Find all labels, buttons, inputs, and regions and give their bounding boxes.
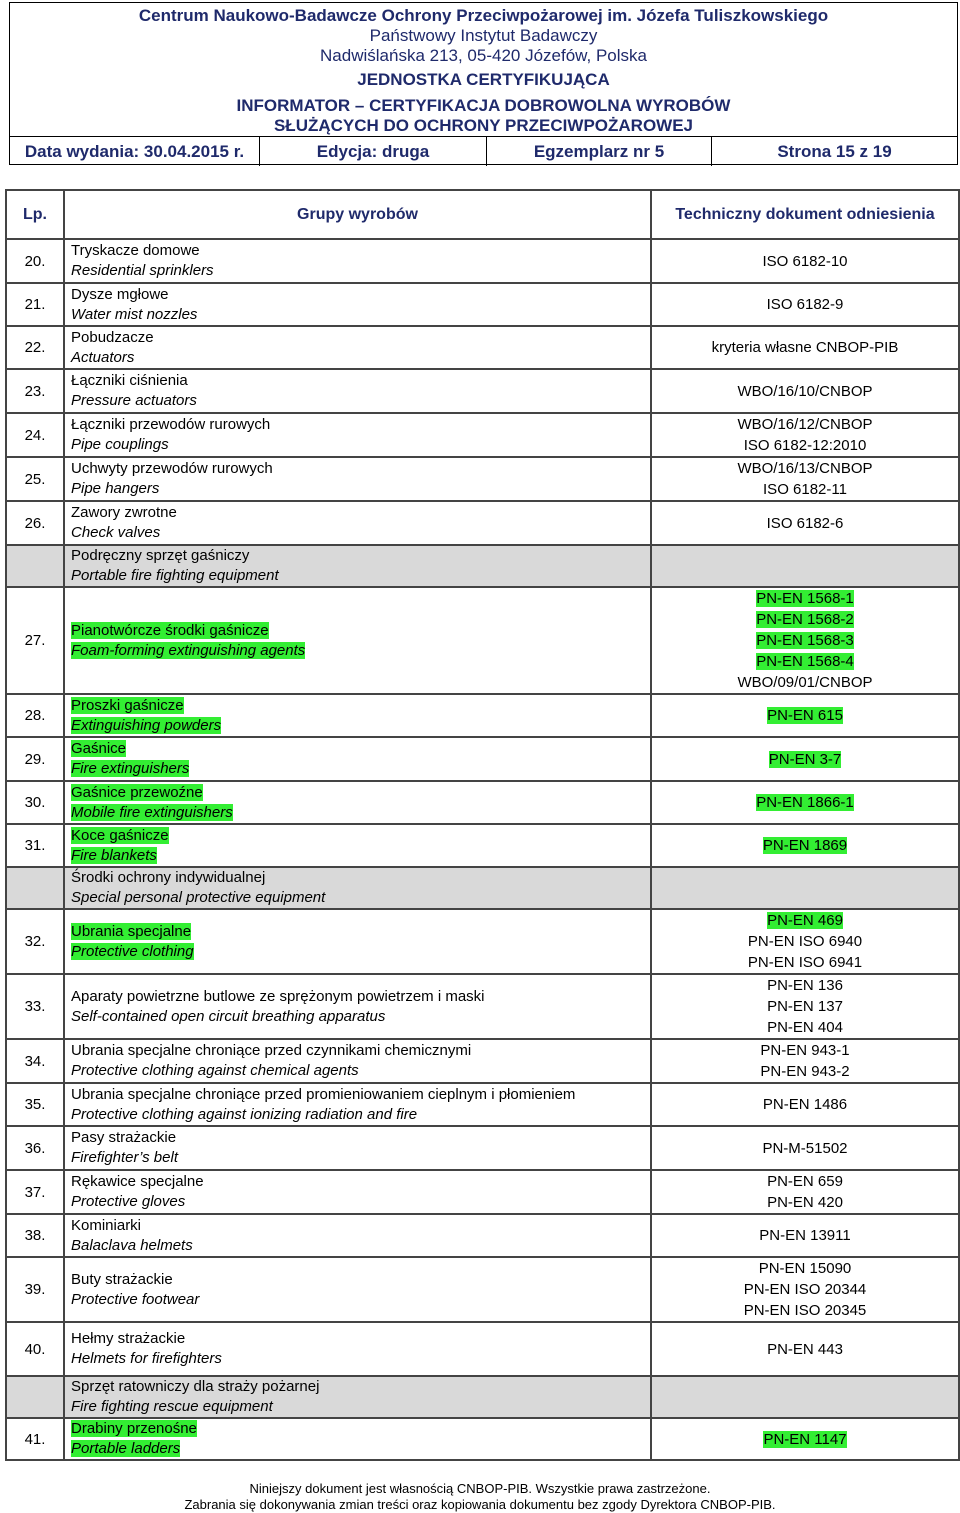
product-name-pl: Łączniki przewodów rurowych — [71, 416, 271, 433]
standard-cell — [651, 1039, 959, 1083]
header-address: Nadwiślańska 213, 05-420 Józefów, Polska — [320, 46, 647, 65]
col-header-standard: Techniczny dokument odniesienia — [651, 190, 959, 239]
product-name-en: Foam-forming extinguishing agents — [71, 641, 306, 659]
product-name-en: Firefighter’s belt — [71, 1149, 178, 1166]
product-group-cell — [64, 239, 651, 283]
table-row — [6, 909, 959, 974]
product-name-en: Protective clothing against ionizing radiation and fire — [71, 1105, 418, 1123]
footer-copyright: Zabrania się dokonywania zmian treści oraz kopiowania dokumentu bez zgody Dyrektora CNBOP-PIB. — [184, 1497, 776, 1512]
row-number: 20. — [6, 239, 64, 283]
standard-cell — [651, 781, 959, 824]
standard-cell — [651, 457, 959, 501]
standard-ref: PN-EN 1568-2 — [756, 611, 854, 628]
product-name-en: Protective clothing against chemical agents — [71, 1062, 359, 1079]
section-row — [6, 867, 959, 909]
section-standard-cell — [651, 1376, 959, 1418]
table-row — [6, 1257, 959, 1322]
footer-ownership: Niniejszy dokument jest własnością CNBOP-PIB. Wszystkie prawa zastrzeżone. — [249, 1481, 711, 1496]
product-name-en: Extinguishing powders — [71, 716, 222, 734]
standard-ref: ISO 6182-10 — [762, 252, 848, 270]
standard-ref: PN-EN 1568-3 — [756, 632, 854, 649]
table-row — [6, 1083, 959, 1126]
product-name-pl: Łączniki ciśnienia — [71, 372, 188, 389]
product-name-pl: Hełmy strażackie — [71, 1330, 186, 1347]
standard-ref: PN-EN 13911 — [759, 1227, 851, 1244]
standard-ref: WBO/16/12/CNBOP — [737, 416, 873, 433]
table-row — [6, 501, 959, 545]
product-group-cell — [64, 1322, 651, 1376]
product-group-cell — [64, 369, 651, 413]
standard-cell — [651, 283, 959, 326]
standard-cell — [651, 239, 959, 283]
product-name-pl: Tryskacze domowe — [71, 242, 200, 259]
standard-cell — [651, 501, 959, 545]
product-name-pl: Aparaty powietrzne butlowe ze sprężonym powietrzem i maski — [71, 987, 485, 1005]
header-institution: Centrum Naukowo-Badawcze Ochrony Przeciwpożarowej im. Józefa Tuliszkowskiego — [138, 6, 829, 25]
product-name-en: Check valves — [71, 524, 161, 541]
product-name-pl: Kominiarki — [71, 1216, 142, 1234]
standard-ref: PN-EN 943-2 — [760, 1063, 850, 1080]
product-name-pl: Ubrania specjalne — [71, 922, 192, 940]
standard-ref: PN-EN 443 — [767, 1340, 843, 1358]
product-group-cell — [64, 1083, 651, 1126]
standard-cell — [651, 824, 959, 867]
standard-cell — [651, 909, 959, 974]
standard-ref: PN-EN 1869 — [762, 837, 848, 854]
product-group-cell — [64, 1257, 651, 1322]
product-group-cell — [64, 1170, 651, 1214]
row-number: 32. — [6, 909, 64, 974]
standard-ref: PN-EN ISO 6940 — [747, 933, 863, 950]
header-institute-type: Państwowy Instytut Badawczy — [369, 26, 598, 45]
row-number: 22. — [6, 326, 64, 369]
product-name-pl: Ubrania specjalne chroniące przed promieniowaniem cieplnym i płomieniem — [71, 1085, 576, 1103]
edition: Edycja: druga — [260, 137, 487, 166]
standard-ref: PN-EN 3-7 — [768, 750, 842, 768]
standard-ref: kryteria własne CNBOP-PIB — [711, 339, 899, 356]
standard-cell — [651, 974, 959, 1039]
product-name-pl: Pianotwórcze środki gaśnicze — [71, 621, 269, 639]
row-number: 31. — [6, 824, 64, 867]
row-number: 30. — [6, 781, 64, 824]
table-row — [6, 587, 959, 694]
product-group-cell — [64, 1039, 651, 1083]
product-name-pl: Gaśnice — [71, 740, 127, 757]
section-standard-cell — [651, 867, 959, 909]
product-group-cell — [64, 326, 651, 369]
product-name-en: Water mist nozzles — [71, 305, 198, 323]
row-number: 21. — [6, 283, 64, 326]
product-name-pl: Koce gaśnicze — [71, 826, 169, 844]
section-title-en: Fire fighting rescue equipment — [71, 1398, 273, 1415]
product-name-en: Actuators — [71, 348, 135, 366]
product-group-cell — [64, 974, 651, 1039]
row-number: 33. — [6, 974, 64, 1039]
col-header-lp: Lp. — [6, 190, 64, 239]
table-row — [6, 824, 959, 867]
standard-ref: PN-EN ISO 20344 — [743, 1281, 867, 1298]
product-name-en: Fire extinguishers — [71, 760, 190, 777]
col-header-groups: Grupy wyrobów — [64, 190, 651, 239]
product-name-en: Mobile fire extinguishers — [71, 803, 233, 821]
standard-cell — [651, 1083, 959, 1126]
section-title-cell — [64, 1376, 651, 1418]
section-standard-cell — [651, 545, 959, 587]
row-number: 27. — [6, 587, 64, 694]
product-group-cell — [64, 1126, 651, 1170]
row-number: 40. — [6, 1322, 64, 1376]
product-group-cell — [64, 501, 651, 545]
section-row — [6, 545, 959, 587]
section-title-pl: Sprzęt ratowniczy dla straży pożarnej — [71, 1378, 320, 1395]
document-header — [9, 2, 958, 165]
standard-ref: WBO/16/13/CNBOP — [737, 460, 873, 477]
standard-cell — [651, 587, 959, 694]
standard-ref: PN-EN 404 — [767, 1019, 843, 1036]
product-name-en: Protective footwear — [71, 1290, 200, 1308]
standard-ref: WBO/16/10/CNBOP — [737, 382, 873, 400]
product-group-cell — [64, 457, 651, 501]
product-name-en: Pressure actuators — [71, 392, 197, 409]
standard-ref: PN-EN ISO 20345 — [743, 1302, 867, 1319]
section-title-pl: Podręczny sprzęt gaśniczy — [71, 547, 250, 564]
table-row — [6, 413, 959, 457]
row-number: 34. — [6, 1039, 64, 1083]
standard-ref: PN-EN 659 — [767, 1173, 843, 1190]
table-row — [6, 1170, 959, 1214]
standard-cell — [651, 1214, 959, 1257]
product-name-en: Self-contained open circuit breathing apparatus — [71, 1007, 386, 1025]
product-name-en: Balaclava helmets — [71, 1236, 193, 1254]
section-title-pl: Środki ochrony indywidualnej — [71, 869, 266, 886]
product-group-cell — [64, 824, 651, 867]
table-body — [6, 239, 959, 1460]
row-number: 36. — [6, 1126, 64, 1170]
product-name-en: Protective gloves — [71, 1193, 186, 1210]
product-name-en: Residential sprinklers — [71, 262, 214, 279]
standard-ref: WBO/09/01/CNBOP — [737, 674, 873, 691]
standard-cell — [651, 737, 959, 781]
table-row — [6, 369, 959, 413]
page-number: Strona 15 z 19 — [777, 141, 892, 161]
standard-ref: PN-EN 469 — [767, 912, 843, 929]
standard-cell — [651, 1418, 959, 1460]
product-name-pl: Dysze mgłowe — [71, 285, 169, 303]
row-number: 25. — [6, 457, 64, 501]
standard-ref: PN-EN 1568-1 — [756, 590, 854, 607]
product-name-en: Pipe hangers — [71, 480, 160, 497]
row-number: 41. — [6, 1418, 64, 1460]
standard-cell — [651, 694, 959, 737]
row-number: 24. — [6, 413, 64, 457]
standard-ref: PN-M-51502 — [762, 1139, 848, 1157]
product-name-pl: Pobudzacze — [71, 328, 154, 346]
section-title-cell — [64, 867, 651, 909]
product-group-cell — [64, 413, 651, 457]
products-table — [5, 189, 960, 1461]
row-number: 37. — [6, 1170, 64, 1214]
product-group-cell — [64, 1214, 651, 1257]
product-name-pl: Rękawice specjalne — [71, 1173, 204, 1190]
table-row — [6, 239, 959, 283]
standard-ref: PN-EN 1147 — [763, 1430, 847, 1448]
product-name-en: Protective clothing — [71, 942, 194, 960]
standard-ref: PN-EN 136 — [767, 977, 843, 994]
table-row — [6, 1039, 959, 1083]
product-name-pl: Ubrania specjalne chroniące przed czynnikami chemicznymi — [71, 1042, 472, 1059]
product-name-pl: Zawory zwrotne — [71, 504, 177, 521]
standard-ref: PN-EN 1486 — [762, 1096, 848, 1113]
standard-cell — [651, 1126, 959, 1170]
table-row — [6, 457, 959, 501]
standard-ref: PN-EN 15090 — [758, 1260, 852, 1277]
product-name-pl: Gaśnice przewoźne — [71, 783, 203, 801]
section-row — [6, 1376, 959, 1418]
row-number: 29. — [6, 737, 64, 781]
product-group-cell — [64, 587, 651, 694]
section-title-en: Special personal protective equipment — [71, 889, 326, 906]
product-name-en: Pipe couplings — [71, 436, 169, 453]
section-lp-cell — [6, 1376, 64, 1418]
table-row — [6, 737, 959, 781]
section-lp-cell — [6, 867, 64, 909]
table-row — [6, 283, 959, 326]
product-name-en: Fire blankets — [71, 846, 157, 864]
product-name-pl: Pasy strażackie — [71, 1129, 177, 1146]
section-title-en: Portable fire fighting equipment — [71, 567, 279, 584]
product-name-pl: Buty strażackie — [71, 1270, 173, 1288]
product-name-en: Helmets for firefighters — [71, 1350, 222, 1367]
header-meta-bar — [10, 136, 957, 166]
product-group-cell — [64, 737, 651, 781]
standard-cell — [651, 326, 959, 369]
product-group-cell — [64, 781, 651, 824]
row-number: 23. — [6, 369, 64, 413]
table-row — [6, 1322, 959, 1376]
copy-number: Egzemplarz nr 5 — [487, 137, 712, 166]
product-group-cell — [64, 1418, 651, 1460]
standard-ref: PN-EN 420 — [767, 1194, 843, 1211]
standard-ref: ISO 6182-12:2010 — [743, 437, 867, 454]
table-row — [6, 326, 959, 369]
section-title-cell — [64, 545, 651, 587]
table-header-row — [6, 190, 959, 239]
product-name-pl: Drabiny przenośne — [71, 1420, 197, 1437]
standard-ref: PN-EN ISO 6941 — [747, 954, 863, 971]
standard-ref: ISO 6182-9 — [766, 296, 844, 313]
header-title-1: INFORMATOR – CERTYFIKACJA DOBROWOLNA WYROBÓW — [236, 96, 731, 115]
standard-ref: PN-EN 1866-1 — [756, 794, 854, 811]
standard-cell — [651, 1322, 959, 1376]
standard-cell — [651, 1257, 959, 1322]
table-row — [6, 781, 959, 824]
standard-cell — [651, 1170, 959, 1214]
issue-date: Data wydania: 30.04.2015 r. — [10, 137, 260, 166]
row-number: 39. — [6, 1257, 64, 1322]
table-row — [6, 974, 959, 1039]
row-number: 35. — [6, 1083, 64, 1126]
table-row — [6, 1214, 959, 1257]
standard-ref: ISO 6182-11 — [763, 481, 847, 498]
product-name-en: Portable ladders — [71, 1440, 181, 1457]
standard-cell — [651, 369, 959, 413]
product-name-pl: Proszki gaśnicze — [71, 696, 184, 714]
section-lp-cell — [6, 545, 64, 587]
row-number: 28. — [6, 694, 64, 737]
header-title-2: SŁUŻĄCYCH DO OCHRONY PRZECIWPOŻAROWEJ — [273, 116, 694, 135]
table-row — [6, 1126, 959, 1170]
table-row — [6, 1418, 959, 1460]
product-group-cell — [64, 283, 651, 326]
product-name-pl: Uchwyty przewodów rurowych — [71, 460, 273, 477]
standard-ref: PN-EN 943-1 — [760, 1042, 850, 1059]
standard-ref: ISO 6182-6 — [766, 514, 844, 532]
standard-cell — [651, 413, 959, 457]
product-group-cell — [64, 909, 651, 974]
product-group-cell — [64, 694, 651, 737]
standard-ref: PN-EN 1568-4 — [756, 653, 854, 670]
standard-ref: PN-EN 137 — [767, 998, 843, 1015]
row-number: 38. — [6, 1214, 64, 1257]
standard-ref: PN-EN 615 — [767, 707, 843, 724]
header-unit: JEDNOSTKA CERTYFIKUJĄCA — [357, 70, 610, 89]
row-number: 26. — [6, 501, 64, 545]
table-row — [6, 694, 959, 737]
